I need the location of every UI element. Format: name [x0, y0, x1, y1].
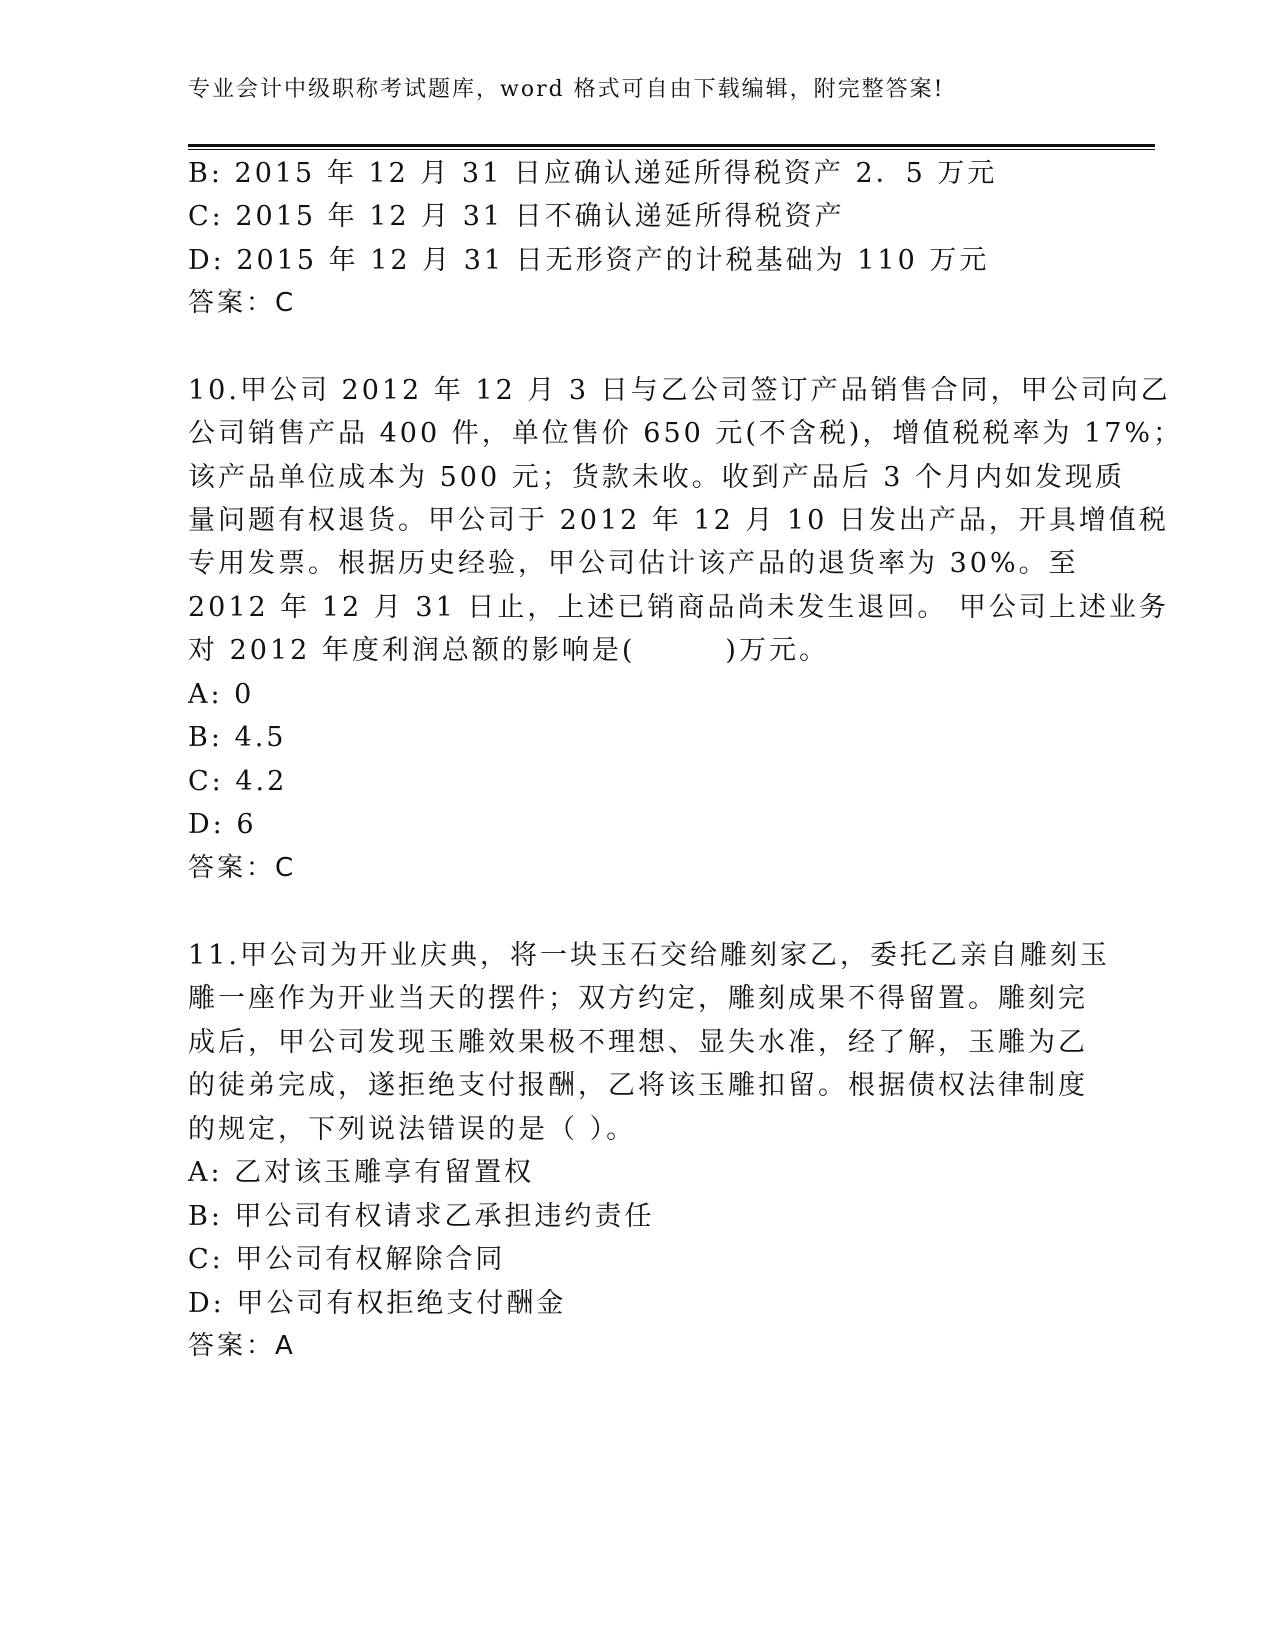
q10-text-line: 2012 年 12 月 31 日止，上述已销商品尚未发生退回。 甲公司上述业务 [188, 592, 1169, 623]
q10-answer: 答案：C [188, 853, 297, 883]
q11-option-a: A: 乙对该玉雕享有留置权 [188, 1157, 535, 1188]
q10-option-a: A: 0 [188, 679, 255, 710]
q11-text-line: 雕一座作为开业当天的摆件；双方约定，雕刻成果不得留置。雕刻完 [188, 983, 1088, 1014]
q10-text-line: 量问题有权退货。甲公司于 2012 年 12 月 10 日发出产品，开具增值税 [188, 505, 1169, 536]
header-rule-thin [188, 149, 1155, 150]
q10-text-line: 10.甲公司 2012 年 12 月 3 日与乙公司签订产品销售合同，甲公司向乙 [188, 375, 1171, 406]
q10-option-c: C: 4.2 [188, 766, 288, 797]
prev-option-d: D: 2015 年 12 月 31 日无形资产的计税基础为 110 万元 [188, 245, 990, 276]
page-header: 专业会计中级职称考试题库，word 格式可自由下载编辑，附完整答案! [188, 77, 945, 102]
prev-answer: 答案：C [188, 288, 297, 318]
q10-option-b: B: 4.5 [188, 722, 287, 753]
q10-text-line: 该产品单位成本为 500 元；货款未收。收到产品后 3 个月内如发现质 [188, 462, 1126, 493]
q10-text-line: 对 2012 年度利润总额的影响是( )万元。 [188, 635, 829, 666]
prev-option-c: C: 2015 年 12 月 31 日不确认递延所得税资产 [188, 201, 845, 232]
q11-option-b: B: 甲公司有权请求乙承担违约责任 [188, 1201, 655, 1232]
q11-option-c: C: 甲公司有权解除合同 [188, 1244, 506, 1275]
prev-option-b: B: 2015 年 12 月 31 日应确认递延所得税资产 2．5 万元 [188, 158, 998, 189]
q10-option-d: D: 6 [188, 809, 257, 840]
q10-text-line: 专用发票。根据历史经验，甲公司估计该产品的退货率为 30%。至 [188, 548, 1079, 579]
q11-text-line: 成后，甲公司发现玉雕效果极不理想、显失水准，经了解，玉雕为乙 [188, 1027, 1088, 1058]
header-rule-thick [188, 144, 1155, 147]
q11-text-line: 11.甲公司为开业庆典，将一块玉石交给雕刻家乙，委托乙亲自雕刻玉 [188, 940, 1110, 971]
q10-text-line: 公司销售产品 400 件，单位售价 650 元(不含税)，增值税税率为 17%； [188, 418, 1184, 449]
q11-answer: 答案：A [188, 1331, 296, 1361]
q11-text-line: 的规定，下列说法错误的是（ ）。 [188, 1114, 637, 1145]
q11-text-line: 的徒弟完成，遂拒绝支付报酬，乙将该玉雕扣留。根据债权法律制度 [188, 1070, 1088, 1101]
q11-option-d: D: 甲公司有权拒绝支付酬金 [188, 1288, 567, 1319]
